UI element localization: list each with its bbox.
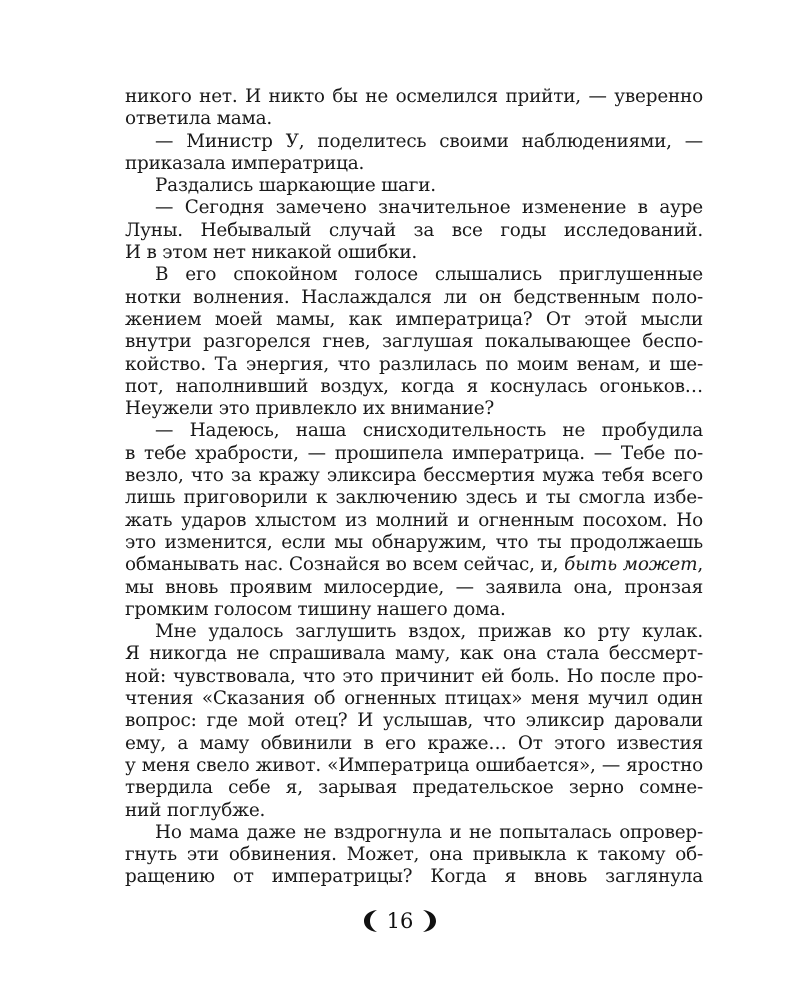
text-line: — Сегодня замечено значительное изменение в ауре (155, 197, 703, 219)
text-line: Луны. Небывалый случай за все годы исследований. (125, 219, 703, 241)
text-line: никого нет. И никто бы не осмелился прийти, — уверенно (125, 86, 703, 107)
text-line: — Министр У, поделитесь своими наблюдениями, — (155, 130, 703, 152)
text-line: внутри разгорелся гнев, заглушая покалывающее беспо- (125, 331, 703, 353)
text-line: Раздались шаркающие шаги. (155, 175, 436, 197)
text-line: Я никогда не спрашивала маму, как она стала бессмерт- (125, 643, 703, 665)
text-line: мы вновь проявим милосердие, — заявила она, пронзая (125, 576, 703, 598)
text-line (125, 554, 703, 576)
text-segment: обманывать нас. Сознайся во всем сейчас, и, (125, 554, 565, 576)
text-line: приказала императрица. (125, 152, 365, 174)
text-line: В его спокойном голосе слышались приглушенные (155, 264, 703, 286)
text-line: чтения «Сказания об огненных птицах» меня мучил один (125, 688, 703, 710)
text-line: громким голосом тишину нашего дома. (125, 598, 506, 620)
text-line: ний поглубже. (125, 799, 266, 821)
text-line: это изменится, если мы обнаружим, что ты продолжаешь (125, 531, 703, 553)
text-line: — Надеюсь, наша снисходительность не пробудила (155, 420, 703, 442)
text-line: гнуть эти обвинения. Может, она привыкла к такому об- (125, 844, 703, 866)
crescent-moon-icon (416, 908, 440, 934)
text-line: Но мама даже не вздрогнула и не попыталась опровер- (155, 821, 703, 843)
text-line: лишь приговорили к заключению здесь и ты смогла избе- (125, 487, 703, 509)
text-line: нотки волнения. Наслаждался ли он бедственным поло- (125, 286, 703, 308)
body-text (125, 86, 703, 889)
text-line: койство. Та энергия, что разлилась по моим венам, и ше- (125, 353, 703, 375)
text-line: ответила мама. (125, 108, 272, 130)
text-line: И в этом нет никакой ошибки. (125, 242, 418, 264)
text-line: Неужели это привлекло их внимание? (125, 398, 495, 420)
text-line: жением моей мамы, как императрица? От этой мысли (125, 308, 703, 330)
text-line: пот, наполнивший воздух, когда я коснулась огоньков… (125, 375, 703, 397)
text-segment: , (697, 554, 703, 576)
crescent-moon-icon (360, 908, 384, 934)
page-number-footer (0, 908, 800, 935)
text-line: жать ударов хлыстом из молний и огненным посохом. Но (125, 509, 703, 531)
text-line: ему, а маму обвинили в его краже… От этого известия (125, 732, 703, 754)
text-line: в тебе храбрости, — прошипела императрица. — Тебе по- (125, 442, 703, 464)
text-line: Мне удалось заглушить вздох, прижав ко рту кулак. (155, 621, 703, 643)
italic-phrase: быть может (564, 554, 698, 576)
text-line: везло, что за кражу эликсира бессмертия мужа тебя всего (125, 465, 703, 487)
text-line: у меня свело живот. «Императрица ошибается», — яростно (125, 754, 703, 776)
page-number: 16 (386, 909, 414, 933)
text-line: вопрос: где мой отец? И услышав, что эликсир даровали (125, 710, 703, 732)
text-line: твердила себе я, зарывая предательское зерно сомне- (125, 777, 703, 799)
text-line: ращению от императрицы? Когда я вновь заглянула (125, 866, 703, 888)
text-line: ной: чувствовала, что это причинит ей боль. Но после про- (125, 665, 703, 687)
